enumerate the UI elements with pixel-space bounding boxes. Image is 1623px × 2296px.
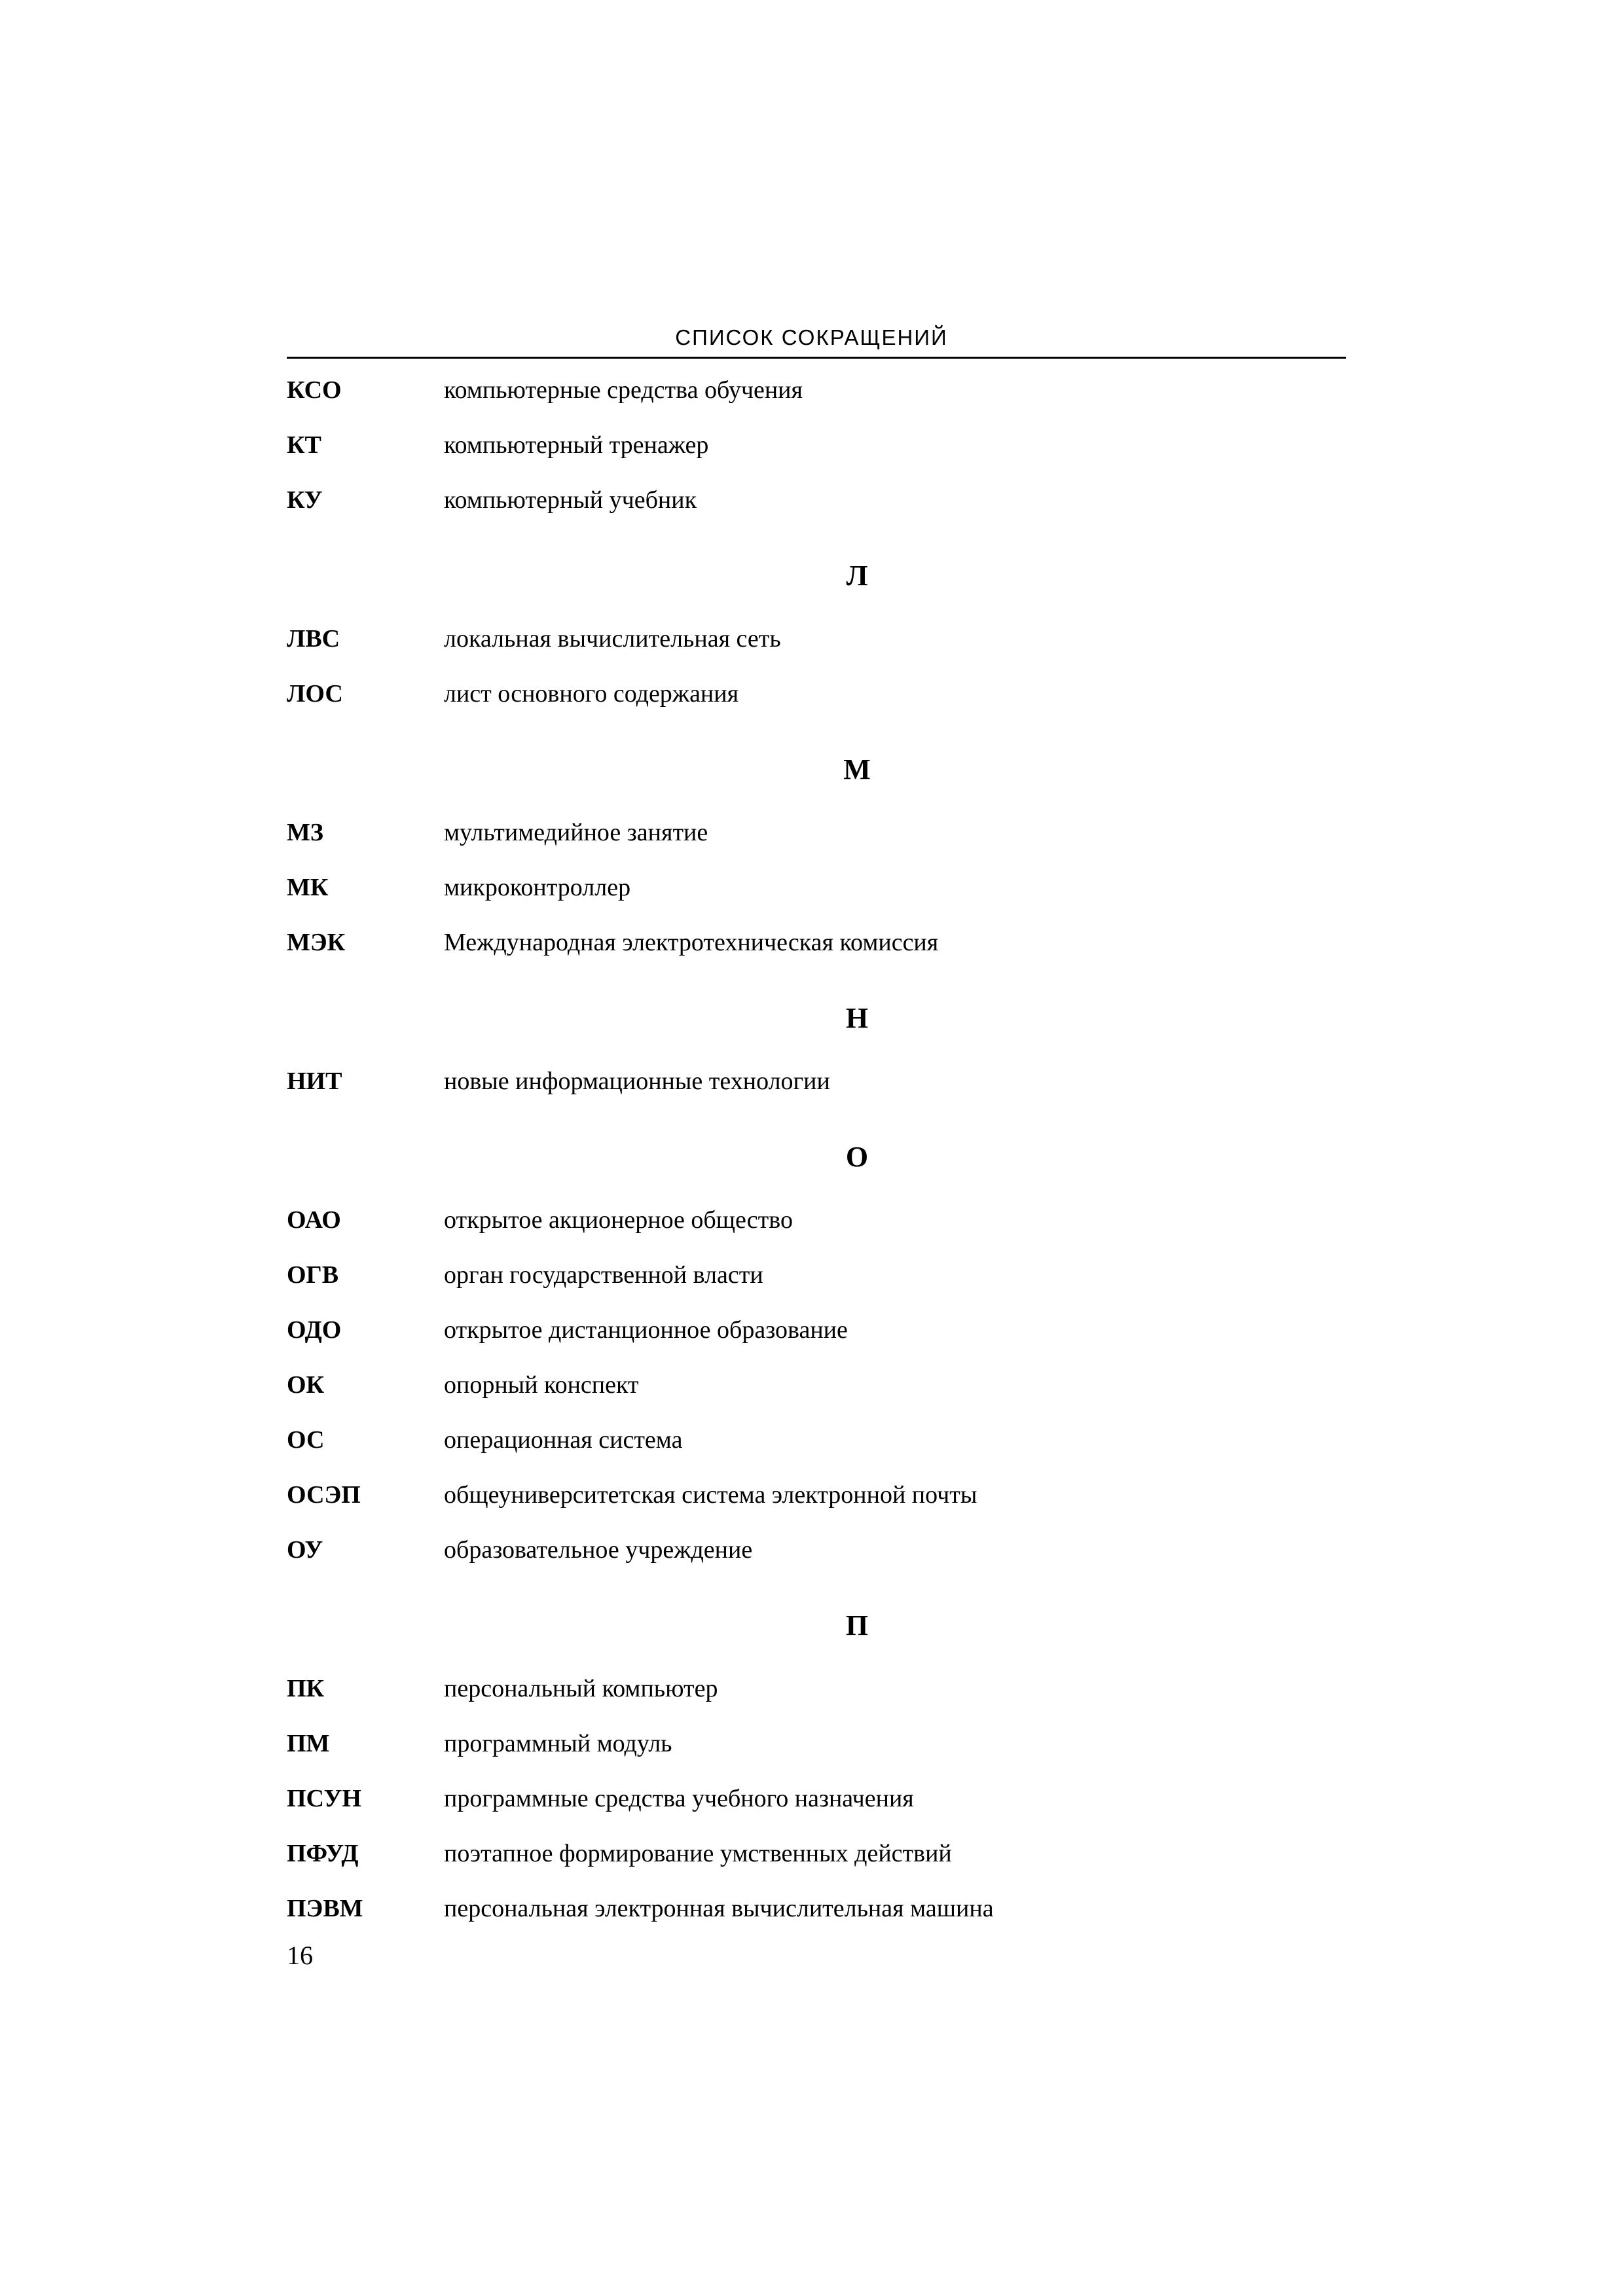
abbreviation-entry [287,1888,1346,1943]
abbreviation-definition: образовательное учреждение [444,1536,753,1564]
abbreviation-term: МЗ [287,819,323,846]
running-header-title: СПИСОК СОКРАЩЕНИЙ [675,325,948,350]
abbreviation-term: КСО [287,376,342,404]
abbreviation-definition: компьютерный тренажер [444,431,709,459]
abbreviation-entry [287,1060,1346,1115]
abbreviation-term: ОГВ [287,1261,339,1289]
abbreviation-definition: орган государственной власти [444,1261,763,1289]
abbreviation-definition: открытое акционерное общество [444,1206,793,1234]
abbreviation-definition: опорный конспект [444,1371,639,1399]
abbreviation-entry [287,1833,1346,1888]
abbreviation-term: КТ [287,431,321,459]
abbreviation-entry [287,1364,1346,1419]
abbreviation-entry [287,1778,1346,1833]
abbreviation-definition: поэтапное формирование умственных действий [444,1840,952,1867]
abbreviation-entry [287,1529,1346,1584]
abbreviation-definition: Международная электротехническая комиссия [444,929,939,956]
abbreviation-definition: персональная электронная вычислительная машина [444,1895,994,1922]
header-rule [287,357,1346,359]
abbreviation-term: ЛОС [287,680,343,708]
abbreviation-term: ОС [287,1426,325,1454]
abbreviation-definition: компьютерные средства обучения [444,376,803,404]
abbreviation-term: НИТ [287,1067,342,1095]
abbreviation-term: ОДО [287,1316,342,1344]
abbreviation-entry [287,479,1346,534]
abbreviation-term: ОК [287,1371,325,1399]
abbreviation-entry [287,1474,1346,1529]
abbreviation-term: ЛВС [287,625,340,653]
section-letter-heading: Л [846,560,868,592]
abbreviation-term: МЭК [287,929,346,956]
abbreviation-definition: мультимедийное занятие [444,819,708,846]
abbreviation-definition: локальная вычислительная сеть [444,625,781,653]
abbreviation-entry [287,1419,1346,1474]
abbreviation-definition: новые информационные технологии [444,1067,830,1095]
abbreviation-entry [287,922,1346,977]
abbreviation-term: ПСУН [287,1785,361,1812]
section-letter-heading: О [845,1141,869,1173]
abbreviation-entry [287,867,1346,922]
abbreviation-definition: лист основного содержания [444,680,739,708]
abbreviation-entry [287,1723,1346,1778]
abbreviation-entry [287,369,1346,424]
abbreviation-entry [287,812,1346,867]
abbreviation-term: ОСЭП [287,1481,361,1509]
section-letter-heading: Н [845,1002,869,1034]
abbreviation-term: ОАО [287,1206,341,1234]
abbreviation-entry [287,618,1346,673]
section-letter-heading: М [843,753,871,785]
abbreviation-term: ОУ [287,1536,323,1564]
abbreviation-entry [287,1254,1346,1309]
abbreviation-term: ПМ [287,1730,330,1757]
abbreviation-definition: операционная система [444,1426,683,1454]
abbreviation-entry [287,424,1346,479]
abbreviation-definition: общеуниверситетская система электронной почты [444,1481,977,1509]
abbreviation-term: КУ [287,486,323,514]
abbreviation-entry [287,1668,1346,1723]
abbreviation-entry [287,1309,1346,1364]
abbreviation-definition: микроконтроллер [444,874,631,901]
abbreviation-term: ПК [287,1675,325,1702]
abbreviation-definition: программный модуль [444,1730,672,1757]
abbreviation-term: ПФУД [287,1840,359,1867]
page-number: 16 [287,1941,313,1970]
abbreviation-list [287,369,1346,1943]
abbreviation-entry [287,673,1346,728]
abbreviation-definition: открытое дистанционное образование [444,1316,848,1344]
section-letter-heading: П [845,1609,869,1641]
abbreviation-term: ПЭВМ [287,1895,363,1922]
abbreviation-definition: программные средства учебного назначения [444,1785,914,1812]
abbreviation-definition: персональный компьютер [444,1675,718,1702]
abbreviation-term: МК [287,874,329,901]
abbreviation-definition: компьютерный учебник [444,486,697,514]
abbreviation-entry [287,1199,1346,1254]
